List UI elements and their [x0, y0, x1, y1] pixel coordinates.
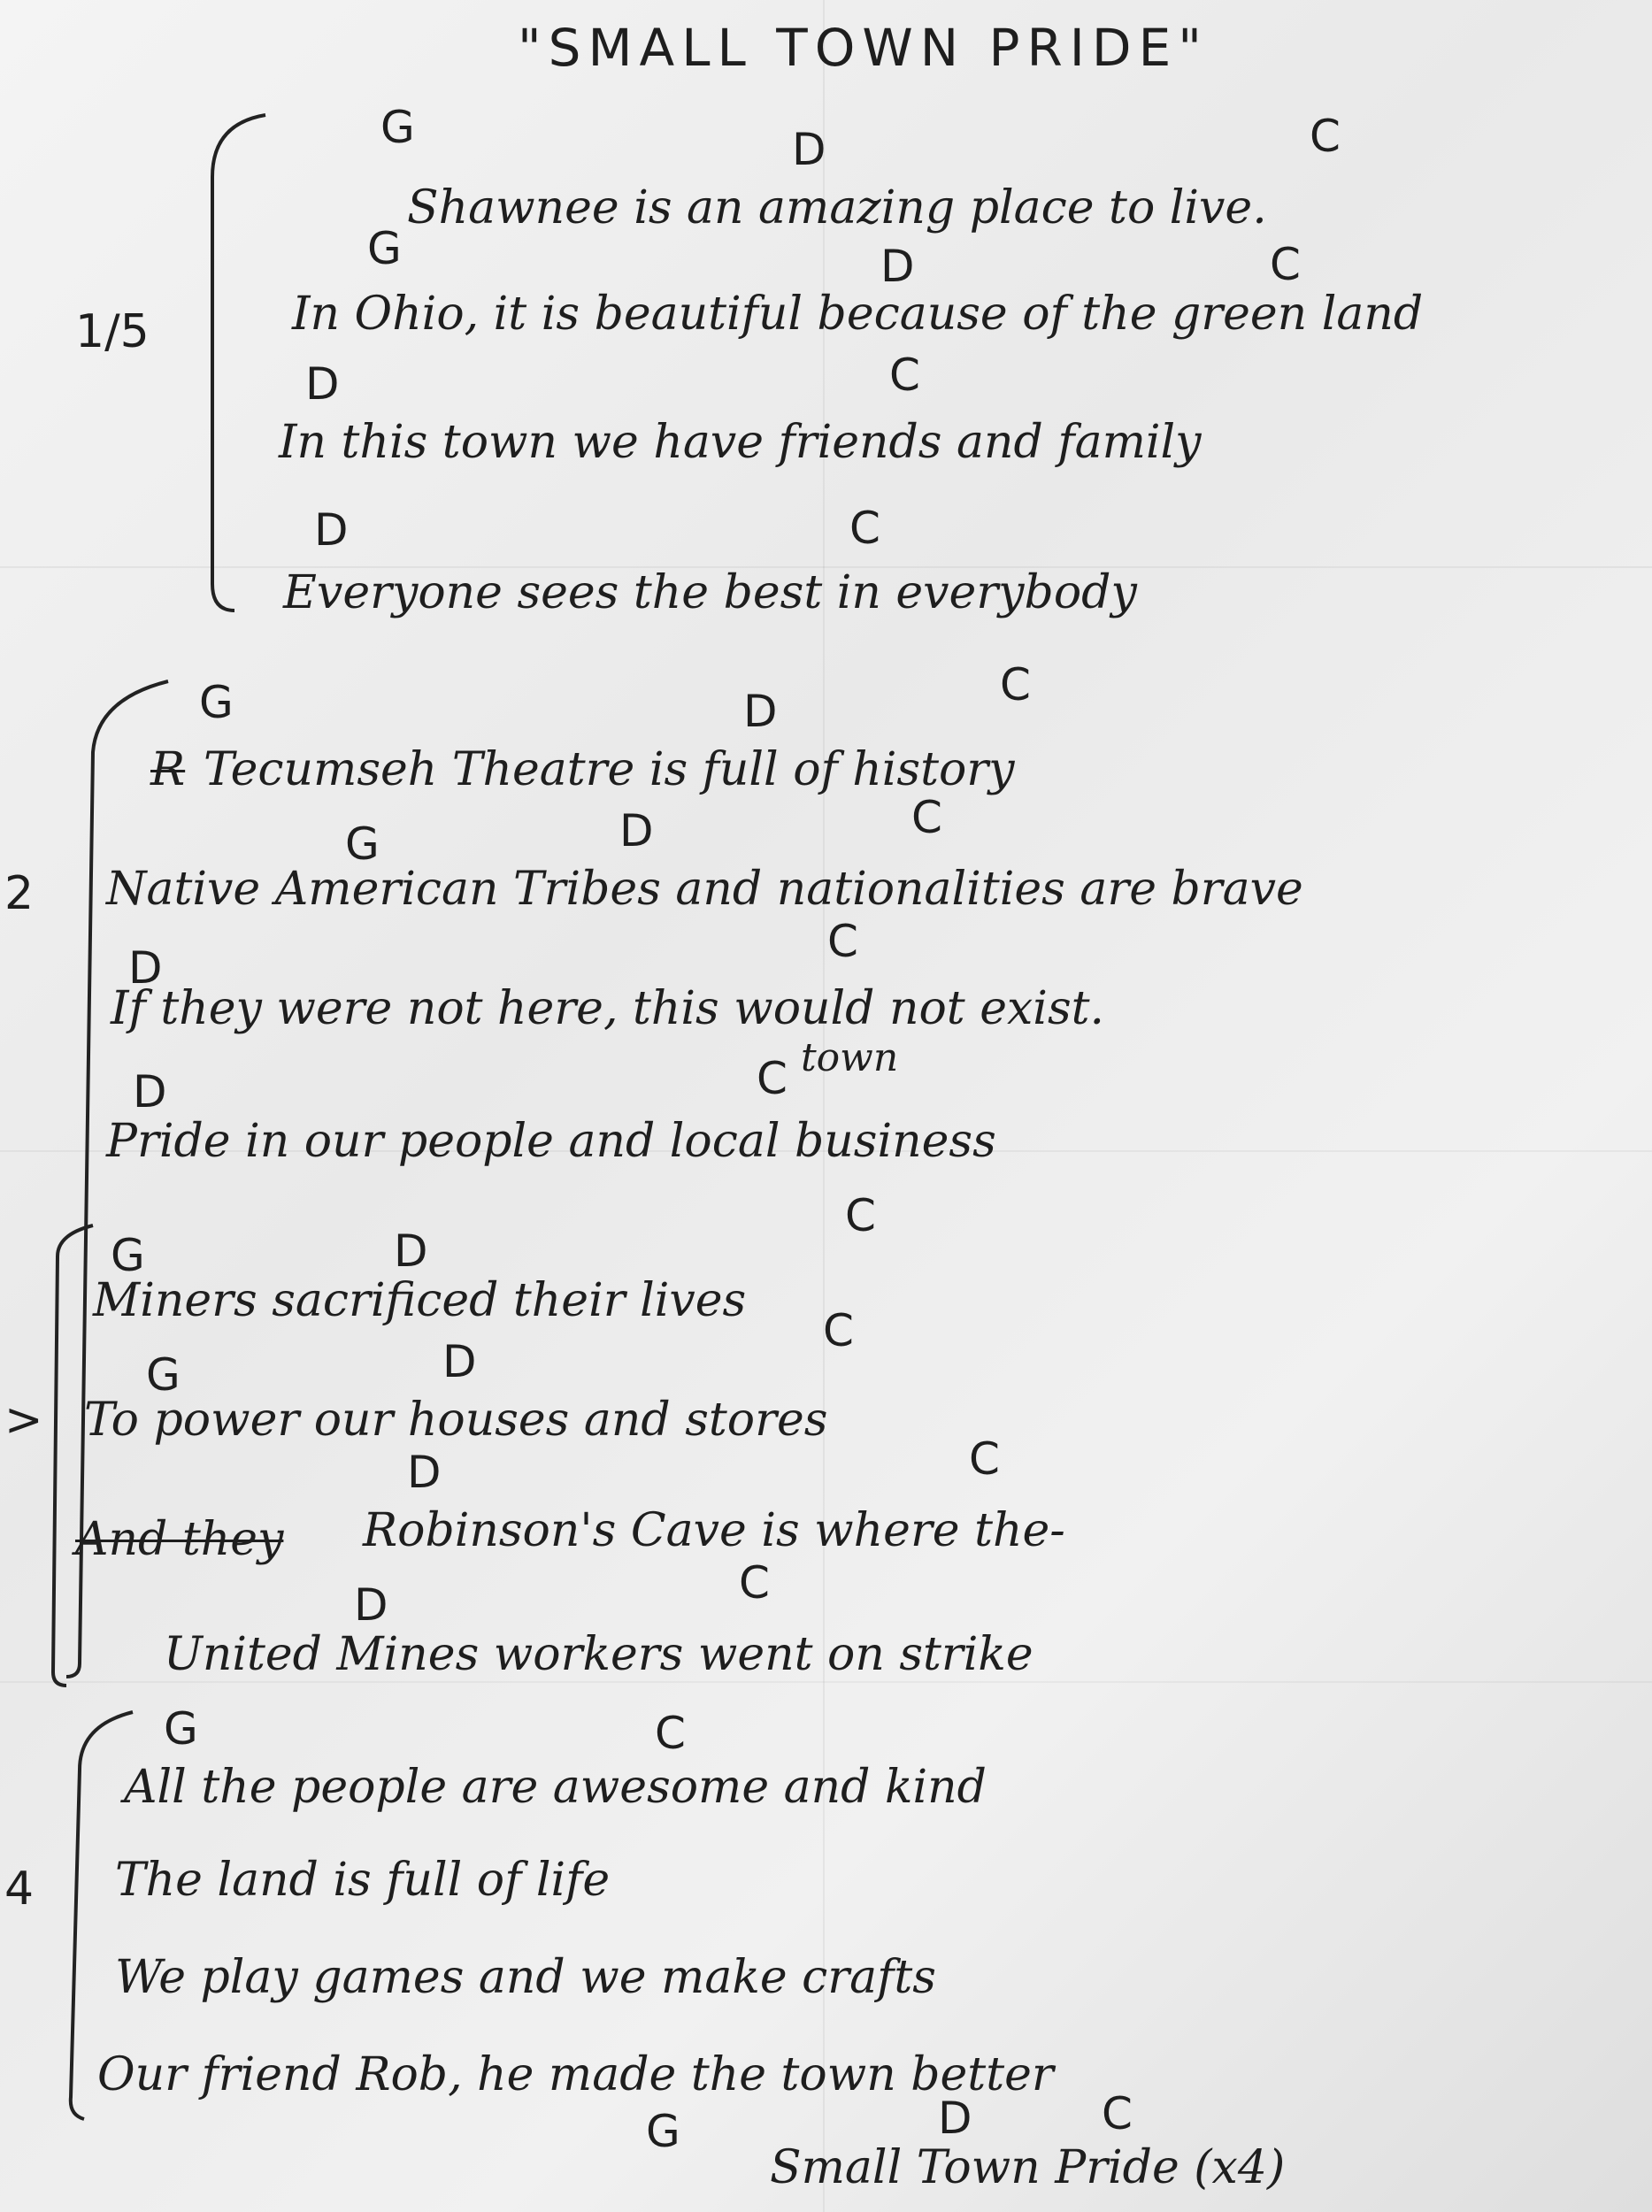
lyric-line: Miners sacrificed their lives	[93, 1274, 747, 1327]
chord: D	[305, 358, 340, 410]
chord: G	[111, 1230, 145, 1281]
inserted-word: town	[801, 1035, 899, 1080]
chord: C	[969, 1433, 1000, 1485]
crossed-out-text: And they	[75, 1513, 284, 1566]
lyric-line: We play games and we make crafts	[115, 1951, 936, 2004]
lyric-line: Native American Tribes and nationalities are brave	[106, 863, 1303, 916]
chord: D	[394, 1225, 428, 1277]
lyric-line: Our friend Rob, he made the town better	[97, 2048, 1054, 2101]
chord: D	[133, 1066, 167, 1118]
section-label: 4	[4, 1863, 35, 1916]
lyric-line: All the people are awesome and kind	[124, 1761, 987, 1814]
bracket-verse1	[212, 115, 265, 611]
chord: C	[827, 916, 858, 967]
lyric-line: Robinson's Cave is where the-	[363, 1504, 1065, 1557]
chord: D	[743, 686, 778, 737]
lyric-line: United Mines workers went on strike	[164, 1628, 1033, 1681]
chord: D	[938, 2093, 972, 2144]
lyric-line: Everyone sees the best in everybody	[283, 566, 1137, 619]
lyric-line: Tecumseh Theatre is full of history	[204, 743, 1015, 796]
chord: C	[845, 1190, 876, 1241]
chord: G	[146, 1349, 181, 1401]
chord: G	[380, 102, 415, 153]
chord: C	[1000, 659, 1031, 710]
chord: G	[367, 223, 402, 274]
lyric-line: If they were not here, this would not exist.	[111, 982, 1105, 1035]
chord: C	[1310, 111, 1341, 162]
chord: C	[1102, 2088, 1133, 2139]
chord: D	[792, 124, 826, 175]
section-label: >	[4, 1394, 43, 1447]
lyric-line: Shawnee is an amazing place to live.	[407, 181, 1267, 234]
section-label: 2	[4, 867, 35, 920]
chord: C	[655, 1708, 686, 1759]
chord: D	[442, 1336, 477, 1387]
lyric-line: In Ohio, it is beautiful because of the green land	[292, 288, 1424, 341]
chord: D	[880, 241, 915, 292]
chord: C	[739, 1557, 770, 1609]
bracket-verse3	[53, 1225, 93, 1686]
chord: D	[619, 805, 654, 856]
chord: C	[1270, 239, 1301, 290]
lyric-line: In this town we have friends and family	[279, 416, 1202, 469]
chord: C	[911, 792, 942, 843]
chord: D	[314, 504, 349, 556]
lyric-line: Pride in our people and local business	[106, 1115, 996, 1168]
chord: G	[199, 677, 234, 728]
chord: D	[407, 1447, 442, 1498]
chord: G	[646, 2106, 680, 2157]
chord: C	[757, 1053, 788, 1104]
chord: D	[354, 1579, 388, 1631]
lyric-line: To power our houses and stores	[84, 1394, 828, 1447]
lyric-line: The land is full of life	[115, 1854, 611, 1907]
chord: C	[889, 349, 920, 401]
outro-line: Small Town Pride (x4)	[770, 2141, 1286, 2194]
chord: G	[345, 818, 380, 870]
chord: C	[823, 1305, 854, 1356]
crossed-out-text: R	[150, 743, 186, 796]
song-title: "SMALL TOWN PRIDE"	[518, 18, 1209, 78]
chord: D	[128, 942, 163, 994]
chord: G	[164, 1703, 198, 1755]
section-label: 1/5	[75, 305, 150, 358]
chord: C	[849, 503, 880, 554]
